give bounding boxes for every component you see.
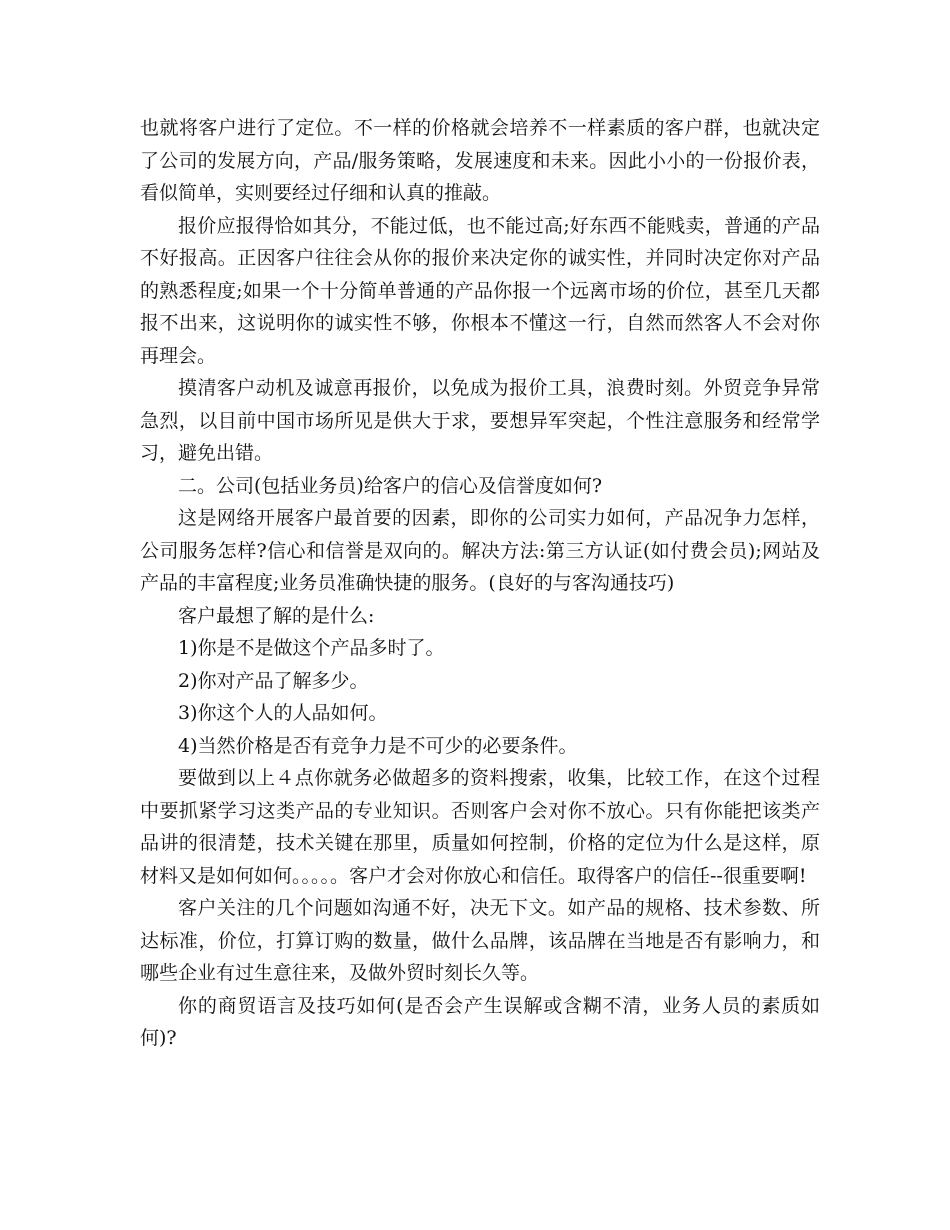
paragraph-pricing-positioning: 也就将客户进行了定位。不一样的价格就会培养不一样素质的客户群，也就决定了公司的发展方向，产品/服务策略，发展速度和未来。因此小小的一份报价表，看似简单，实则要经过仔细和认真的推敲。 <box>140 117 820 204</box>
list-item-2: 2)你对产品了解多少。 <box>178 669 369 692</box>
paragraph-company-strength: 这是网络开展客户最首要的因素，即你的公司实力如何，产品况争力怎样，公司服务怎样?信心和信誉是双向的。解决方法:第三方认证(如付费会员);网站及产品的丰富程度;业务员准确快捷的服务。(良好的与客沟通技巧) <box>140 507 820 594</box>
list-item-4: 4)当然价格是否有竞争力是不可少的必要条件。 <box>178 734 578 757</box>
section-heading-confidence: 二。公司(包括业务员)给客户的信心及信誉度如何? <box>178 474 603 497</box>
document-body <box>140 112 820 1055</box>
paragraph-research-work: 要做到以上４点你就务必做超多的资料搜索，收集，比较工作，在这个过程中要抓紧学习这类产品的专业知识。否则客户会对你不放心。只有你能把该类产品讲的很清楚，技术关键在那里，质量如何控制，价格的定位为什么是这样，原材料又是如何如何。。。。。客户才会对你放心和信任。取得客户的信任--很重要啊! <box>140 767 820 887</box>
paragraph-business-language: 你的商贸语言及技巧如何(是否会产生误解或含糊不清，业务人员的素质如何)? <box>140 994 820 1049</box>
paragraph-customer-concerns: 客户关注的几个问题如沟通不好，决无下文。如产品的规格、技术参数、所达标准，价位，打算订购的数量，做什么品牌，该品牌在当地是否有影响力，和哪些企业有过生意往来，及做外贸时刻长久等。 <box>140 897 820 984</box>
list-item-1: 1)你是不是做这个产品多时了。 <box>178 637 445 659</box>
paragraph-customer-motive: 摸清客户动机及诚意再报价，以免成为报价工具，浪费时刻。外贸竞争异常急烈，以目前中国市场所见是供大于求，要想异军突起，个性注意服务和经常学习，避免出错。 <box>140 377 820 464</box>
paragraph-customer-wants: 客户最想了解的是什么: <box>178 604 375 627</box>
list-item-3: 3)你这个人的人品如何。 <box>178 702 388 724</box>
paragraph-quote-appropriately: 报价应报得恰如其分，不能过低，也不能过高;好东西不能贱卖，普通的产品不好报高。正因客户往往会从你的报价来决定你的诚实性，并同时决定你对产品的熟悉程度;如果一个十分简单普通的产品你报一个远离市场的价位，甚至几天都报不出来，这说明你的诚实性不够，你根本不懂这一行，自然而然客人不会对你再理会。 <box>140 214 820 367</box>
